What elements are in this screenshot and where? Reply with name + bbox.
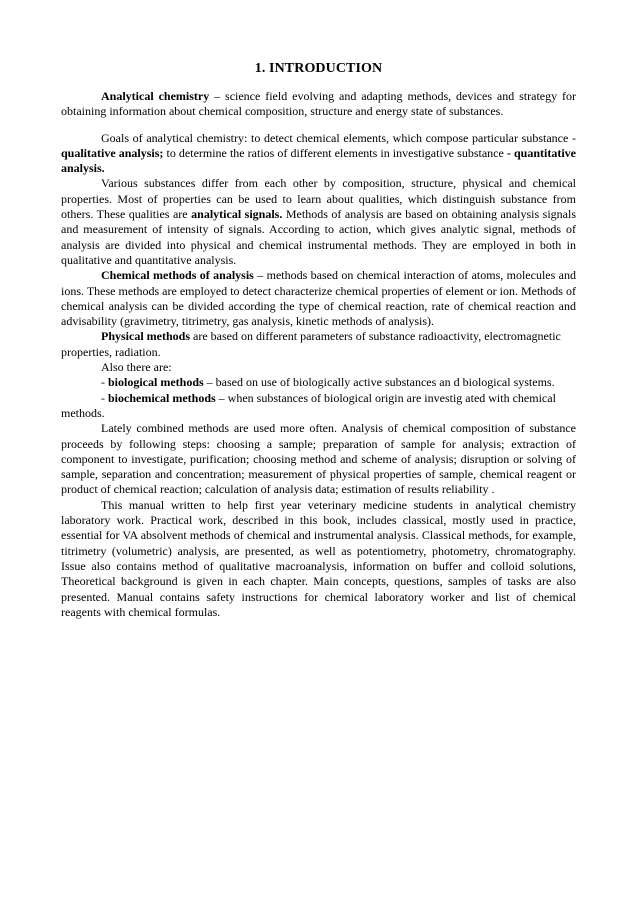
text: Goals of analytical chemistry: to detect chemical elements, which compose particular substance -: [101, 130, 576, 145]
paragraph-chemical-methods: [61, 268, 576, 329]
list-item-biological-methods: [61, 375, 576, 390]
paragraph-manual-description: This manual written to help first year veterinary medicine students in analytical chemistry laboratory work. Practical work, described in this book, includes classical, mostly used in practice, essential for VA absolvent methods of chemical and instrumental analysis. Classical methods, for example, titrimetry (volumetric) analysis, are presented, as well as potentiometry, photometry, chromatography. Issue also contains method of qualitative macroanalysis, information on buffer and colloid solutions, Theoretical background is given in each chapter. Main concepts, questions, samples of tasks are also presented. Manual contains safety instructions for chemical laboratory worker and list of chemical reagents with chemical formulas.: [61, 497, 576, 619]
text: Various substances differ from each other by composition, structure, physical and chemical properties. Most of properties can be used to learn about qualities, which distinguish substance from others. These qualities are: [61, 176, 576, 222]
term-qualitative-analysis: qualitative analysis;: [61, 145, 164, 160]
text: to determine the ratios of different elements in investigative substance: [163, 145, 507, 160]
text: Methods of analysis are based on obtaining analysis signals and measurement of intensity of signals. According to action, which gives analytic signal, methods of analysis are divided into physical and chemical instrumental methods. They are employed in both in qualitative and quantitative analysis.: [61, 207, 576, 267]
paragraph-physical-methods: [61, 329, 576, 360]
term-biochemical-methods: biochemical methods: [108, 390, 216, 405]
term-chemical-methods: Chemical methods of analysis: [101, 268, 254, 283]
term-quantitative-analysis: - quantitative analysis.: [61, 145, 576, 176]
text: are based on different parameters of substance radioactivity, electromagnetic properties, radiation.: [61, 329, 561, 359]
text: – when substances of biological origin are investig ated with chemical methods.: [61, 390, 556, 420]
page-title: 1. INTRODUCTION: [254, 61, 383, 76]
list-item-biochemical-methods: [61, 391, 576, 422]
text: – science field evolving and adapting methods, devices and strategy for obtaining information about chemical composition, structure and energy state of substances.: [61, 89, 577, 119]
paragraph-goals: [61, 131, 576, 177]
document-page: [61, 60, 576, 620]
term-analytical-chemistry: Analytical chemistry: [101, 89, 210, 103]
term-biological-methods: biological methods: [108, 375, 204, 390]
paragraph-analytical-chemistry: [61, 89, 576, 120]
paragraph-analytical-signals: [61, 176, 576, 268]
text: – based on use of biologically active substances an d biological systems.: [203, 375, 555, 390]
paragraph-also-there-are: Also there are:: [101, 360, 172, 375]
term-analytical-signals: analytical signals.: [191, 207, 283, 222]
list-dash: -: [101, 375, 108, 390]
term-physical-methods: Physical methods: [101, 329, 191, 344]
text: – methods based on chemical interaction of atoms, molecules and ions. These methods are employed to detect characterize chemical properties of element or ion. Methods of chemical analysis can be divided according the type of chemical reaction, rate of chemical reaction and advisability (gravimetry, titrimetry, gas analysis, kinetic methods of analysis).: [61, 268, 576, 329]
list-dash: -: [101, 390, 108, 405]
paragraph-combined-methods: Lately combined methods are used more often. Analysis of chemical composition of substance proceeds by following steps: choosing a sample; preparation of sample for analysis; extraction of component to investigate, purification; choosing method and scheme of analysis; disruption or solving of sample, separation and concentration; measurement of physical properties of sample, chemical reagent or product of chemical reaction; calculation of analysis data; estimation of results reliability .: [61, 421, 576, 497]
